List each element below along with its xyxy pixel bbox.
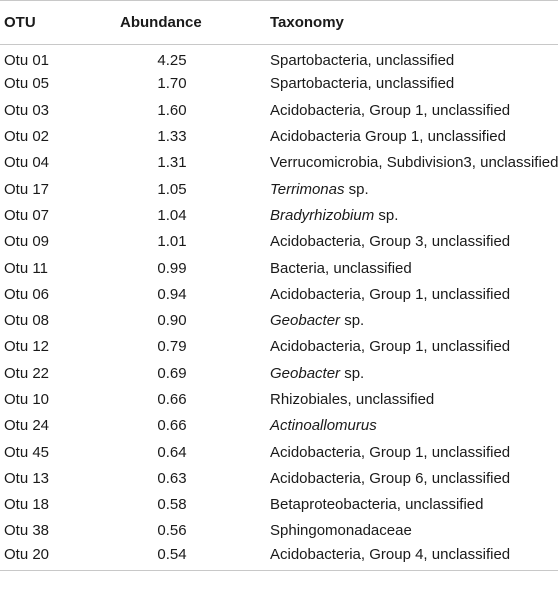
cell-abundance: 0.66 bbox=[157, 391, 187, 408]
cell-abundance: 1.70 bbox=[157, 75, 187, 93]
table-row bbox=[0, 97, 558, 123]
cell-abundance: 0.69 bbox=[157, 364, 187, 382]
taxonomy-genus: Geobacter bbox=[270, 364, 341, 382]
cell-otu: Otu 05 bbox=[4, 75, 50, 93]
cell-otu: Otu 45 bbox=[4, 443, 50, 461]
cell-abundance: 1.04 bbox=[157, 206, 187, 224]
header-otu: OTU bbox=[0, 1, 114, 45]
cell-otu: Otu 03 bbox=[4, 101, 50, 119]
header-taxonomy: Taxonomy bbox=[270, 1, 558, 45]
table-row bbox=[0, 255, 558, 281]
cell-taxonomy: Spartobacteria, unclassified bbox=[270, 52, 455, 70]
cell-abundance: 0.54 bbox=[114, 544, 270, 570]
cell-taxonomy bbox=[270, 176, 558, 202]
table-row bbox=[0, 334, 558, 360]
cell-otu: Otu 20 bbox=[0, 544, 114, 570]
cell-taxonomy: Acidobacteria, Group 1, unclassified bbox=[270, 443, 511, 461]
cell-otu: Otu 04 bbox=[4, 154, 50, 172]
cell-otu: Otu 13 bbox=[4, 469, 50, 487]
cell-abundance: 1.60 bbox=[157, 101, 187, 119]
cell-abundance: 1.33 bbox=[157, 128, 187, 146]
taxonomy-suffix: sp. bbox=[340, 312, 365, 330]
cell-otu: Otu 07 bbox=[4, 206, 50, 224]
cell-taxonomy: Acidobacteria, Group 6, unclassified bbox=[270, 469, 511, 487]
cell-otu: Otu 10 bbox=[4, 391, 50, 408]
cell-abundance: 0.90 bbox=[157, 312, 187, 330]
cell-abundance: 0.58 bbox=[157, 496, 187, 514]
cell-taxonomy: Acidobacteria, Group 1, unclassified bbox=[270, 101, 511, 119]
cell-otu: Otu 24 bbox=[4, 417, 50, 435]
cell-otu: Otu 01 bbox=[4, 52, 50, 70]
cell-taxonomy: Acidobacteria Group 1, unclassified bbox=[270, 128, 506, 146]
taxonomy-genus: Actinoallomurus bbox=[270, 417, 377, 435]
cell-taxonomy: Acidobacteria, Group 4, unclassified bbox=[270, 544, 558, 570]
table-row bbox=[0, 492, 558, 518]
cell-abundance: 1.05 bbox=[157, 180, 187, 198]
table-header bbox=[0, 1, 558, 45]
header-row bbox=[0, 1, 558, 45]
cell-taxonomy: Rhizobiales, unclassified bbox=[270, 391, 435, 408]
cell-otu: Otu 38 bbox=[4, 522, 50, 540]
cell-taxonomy bbox=[270, 307, 558, 333]
table-row bbox=[0, 518, 558, 544]
cell-otu: Otu 09 bbox=[4, 233, 50, 251]
cell-abundance: 4.25 bbox=[157, 52, 187, 70]
taxonomy-genus: Geobacter bbox=[270, 312, 341, 330]
cell-otu: Otu 08 bbox=[4, 312, 50, 330]
header-abundance: Abundance bbox=[114, 1, 270, 45]
cell-taxonomy: Acidobacteria, Group 3, unclassified bbox=[270, 233, 511, 251]
table-row bbox=[0, 45, 558, 71]
cell-taxonomy bbox=[270, 360, 558, 386]
table-row bbox=[0, 281, 558, 307]
table-row bbox=[0, 176, 558, 202]
cell-abundance: 0.66 bbox=[157, 417, 187, 435]
cell-taxonomy: Betaproteobacteria, unclassified bbox=[270, 496, 484, 514]
cell-taxonomy bbox=[270, 202, 558, 228]
cell-taxonomy: Bacteria, unclassified bbox=[270, 259, 412, 277]
cell-otu: Otu 18 bbox=[4, 496, 50, 514]
cell-taxonomy: Sphingomonadaceae bbox=[270, 522, 412, 540]
cell-abundance: 1.01 bbox=[157, 233, 187, 251]
cell-abundance: 1.31 bbox=[157, 154, 187, 172]
cell-abundance: 0.99 bbox=[157, 259, 187, 277]
cell-taxonomy: Acidobacteria, Group 1, unclassified bbox=[270, 285, 511, 303]
taxonomy-genus: Bradyrhizobium bbox=[270, 206, 375, 224]
cell-otu: Otu 11 bbox=[4, 259, 48, 277]
cell-otu: Otu 22 bbox=[4, 364, 50, 382]
cell-abundance: 0.79 bbox=[157, 338, 187, 356]
table-row bbox=[0, 386, 558, 412]
table-row bbox=[0, 413, 558, 439]
cell-taxonomy bbox=[270, 413, 558, 439]
table-row bbox=[0, 229, 558, 255]
table-row bbox=[0, 544, 558, 570]
table-row bbox=[0, 465, 558, 491]
cell-taxonomy: Spartobacteria, unclassified bbox=[270, 75, 455, 93]
taxonomy-suffix: sp. bbox=[374, 206, 399, 224]
cell-abundance: 0.56 bbox=[157, 522, 187, 540]
cell-taxonomy: Acidobacteria, Group 1, unclassified bbox=[270, 338, 511, 356]
taxonomy-suffix: sp. bbox=[340, 364, 365, 382]
table-row bbox=[0, 123, 558, 149]
table-row bbox=[0, 150, 558, 176]
cell-abundance: 0.64 bbox=[157, 443, 187, 461]
taxonomy-genus: Terrimonas bbox=[270, 180, 345, 198]
cell-otu: Otu 12 bbox=[4, 338, 50, 356]
cell-otu: Otu 06 bbox=[4, 285, 50, 303]
cell-otu: Otu 17 bbox=[4, 180, 50, 198]
table-row bbox=[0, 307, 558, 333]
table-row bbox=[0, 202, 558, 228]
table-row bbox=[0, 439, 558, 465]
cell-abundance: 0.63 bbox=[157, 469, 187, 487]
cell-abundance: 0.94 bbox=[157, 285, 187, 303]
table-row bbox=[0, 360, 558, 386]
table-row bbox=[0, 71, 558, 97]
cell-taxonomy: Verrucomicrobia, Subdivision3, unclassified bbox=[270, 154, 558, 172]
cell-otu: Otu 02 bbox=[4, 128, 50, 146]
table-body bbox=[0, 45, 558, 571]
taxonomy-suffix: sp. bbox=[344, 180, 369, 198]
